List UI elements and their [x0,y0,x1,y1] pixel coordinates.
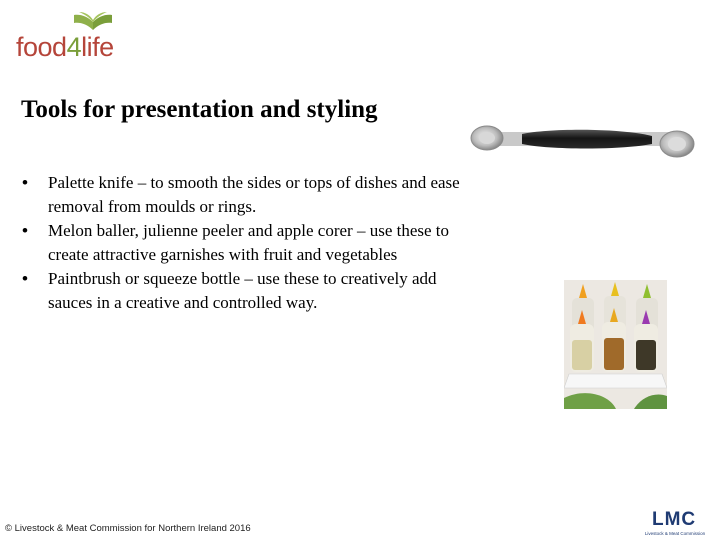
bottle-row-front [570,308,658,372]
bullet-item: • Palette knife – to smooth the sides or tops of dishes and ease removal from moulds or rings. [22,173,460,216]
bullet-item: • Paintbrush or squeeze bottle – use these to creatively add sauces in a creative and controlled way. [22,269,437,312]
bullet-icon: • [22,269,28,288]
copyright-footer: © Livestock & Meat Commission for Northern Ireland 2016 [5,523,251,534]
squeeze-bottles-image [564,280,667,409]
logo-wordmark: food4life [16,32,114,62]
food4life-logo [16,10,146,62]
slide-title: Tools for presentation and styling [21,96,378,123]
bullet-icon: • [22,221,28,240]
melon-baller-image [470,118,696,164]
lmc-logo-letters: LMC [652,509,697,530]
bullet-list [21,171,466,315]
bullet-item: • Melon baller, julienne peeler and apple corer – use these to create attractive garnishes with fruit and vegetables [22,221,450,264]
lmc-logo-subtitle: Livestock & Meat Commission [644,531,706,536]
book-leaf-icon [72,10,114,32]
bullet-icon: • [22,173,28,192]
lmc-logo [636,510,714,538]
